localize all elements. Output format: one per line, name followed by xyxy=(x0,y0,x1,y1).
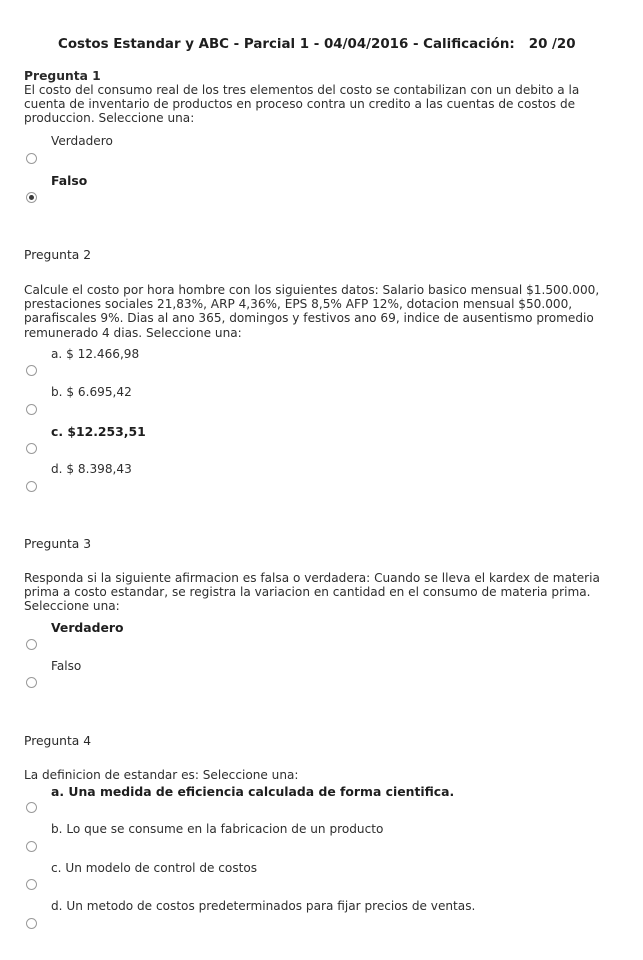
question-3-option-radio[interactable] xyxy=(26,639,37,650)
question-4-option-radio[interactable] xyxy=(26,879,37,890)
question-2-option-label: d. $ 8.398,43 xyxy=(51,462,132,476)
question-2-heading: Pregunta 2 xyxy=(24,248,92,262)
question-4-option-label: d. Un metodo de costos predeterminados para fijar precios de ventas. xyxy=(51,899,476,913)
question-4-option-label: c. Un modelo de control de costos xyxy=(51,861,258,875)
question-3-option-label: Falso xyxy=(51,659,82,673)
question-2-option-radio[interactable] xyxy=(26,481,37,492)
question-2-option-label: a. $ 12.466,98 xyxy=(51,347,140,361)
page-title xyxy=(58,37,576,52)
question-4-option-radio[interactable] xyxy=(26,802,37,813)
question-1-option-label: Verdadero xyxy=(51,134,113,148)
question-4-option-radio[interactable] xyxy=(26,841,37,852)
question-1-heading: Pregunta 1 xyxy=(24,69,101,83)
question-2-text: Calcule el costo por hora hombre con los siguientes datos: Salario basico mensual $1.500.000, prestaciones sociales 21,83%, ARP 4,36%, EPS 8,5% AFP 12%, dotacion mensual $50.000, parafiscales 9%. Dias al ano 365, domingos y festivos ano 69, indice de ausentismo promedio remunerado 4 dias. Seleccione una: xyxy=(24,283,600,340)
score-badge: 20 /20 xyxy=(528,37,576,52)
question-2-option-radio[interactable] xyxy=(26,404,37,415)
question-2-option-radio[interactable] xyxy=(26,443,37,454)
question-1-text: El costo del consumo real de los tres elementos del costo se contabilizan con un debito a la cuenta de inventario de productos en proceso contra un credito a las cuentas de costos de produccion. Seleccione una: xyxy=(24,83,580,126)
question-3-text: Responda si la siguiente afirmacion es falsa o verdadera: Cuando se lleva el kardex de materia prima a costo estandar, se registra la variacion en cantidad en el consumo de materia prima. Seleccione una: xyxy=(24,571,600,614)
question-4-option-radio[interactable] xyxy=(26,918,37,929)
question-1-option-radio[interactable] xyxy=(26,153,37,164)
question-2-option-label: b. $ 6.695,42 xyxy=(51,385,132,399)
question-2-option-radio[interactable] xyxy=(26,365,37,376)
question-4-option-label: b. Lo que se consume en la fabricacion de un producto xyxy=(51,822,384,836)
question-1-option-radio[interactable] xyxy=(26,192,37,203)
question-4-text: La definicion de estandar es: Seleccione una: xyxy=(24,768,299,782)
question-1-option-label: Falso xyxy=(51,173,88,188)
exam-title: Costos Estandar y ABC - Parcial 1 - 04/04/2016 - Calificación: xyxy=(58,37,515,52)
question-2-option-label: c. $12.253,51 xyxy=(51,424,146,439)
question-3-heading: Pregunta 3 xyxy=(24,537,92,551)
question-4-heading: Pregunta 4 xyxy=(24,734,92,748)
question-4-option-label: a. Una medida de eficiencia calculada de forma cientifica. xyxy=(51,784,455,799)
question-3-option-label: Verdadero xyxy=(51,620,124,635)
question-3-option-radio[interactable] xyxy=(26,677,37,688)
